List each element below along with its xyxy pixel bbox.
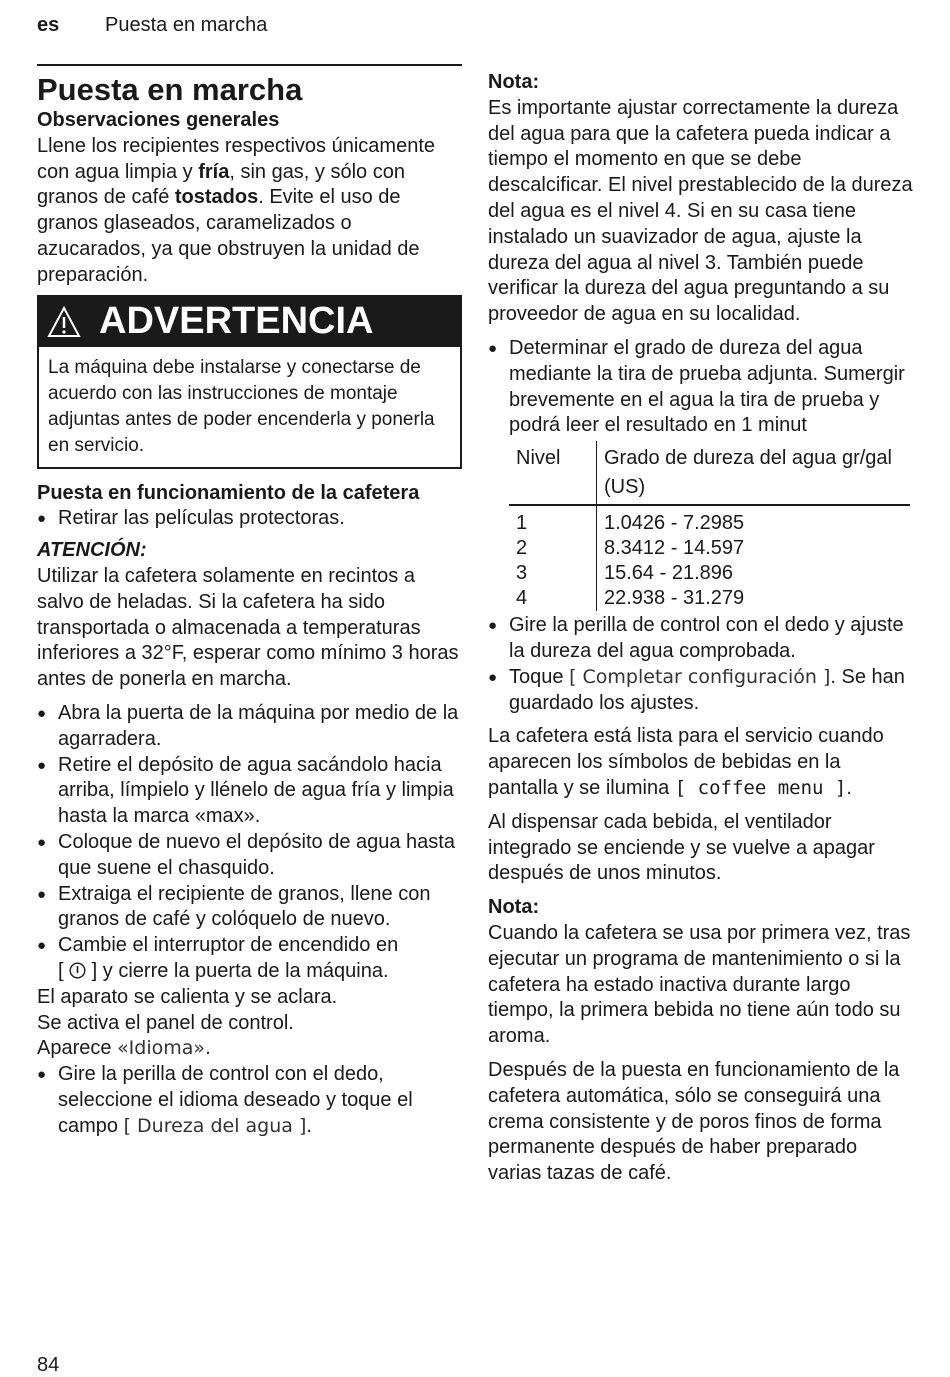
setup-list [37, 506, 462, 532]
warning-header [39, 297, 460, 347]
setup-heading: Puesta en funcionamiento de la cafetera [37, 481, 420, 504]
attention-label: ATENCIÓN: [37, 539, 147, 562]
list-item: ● Toque [ Completar configuración ]. Se han guardado los ajustes. [488, 665, 916, 717]
running-header [37, 14, 268, 37]
result-line-2: Se activa el panel de control. [37, 1011, 294, 1034]
list-item: ● Coloque de nuevo el depósito de agua hasta que suene el chasquido. [37, 830, 462, 882]
table-row: 3 15.64 - 21.896 [509, 561, 910, 586]
result-line-1: El aparato se calienta y se aclara. [37, 985, 338, 1008]
note-label-2: Nota: [488, 896, 540, 919]
table-header-row [509, 441, 910, 505]
list-item: ● Retire el depósito de agua sacándolo hacia arriba, límpielo y llénelo de agua fría y limpia hasta la marca «max». [37, 753, 462, 830]
note-text: Es importante ajustar correctamente la dureza del agua para que la cafetera pueda indicar a tiempo el momento en que se debe descalcificar. El nivel prestablecido de la dureza del agua es el nivel 4. Si en su casa tiene instalado un suavizador de agua, ajuste la dureza del agua al nivel 3. También puede verificar la dureza del agua preguntando a su proveedor de agua en su localidad. [488, 96, 913, 326]
result-line-3: Aparece «Idioma». [37, 1037, 212, 1060]
list-item: ● Cambie el interruptor de encendido en [ ] y cierre la puerta de la máquina. [37, 933, 462, 985]
table-header-level: Nivel [509, 441, 597, 505]
note-text-2: Cuando la cafetera se usa por primera vez, tras ejecutar un programa de mantenimiento o si la cafetera ha estado inactiva durante largo tiempo, la primera bebida no tiene aún todo su aroma. [488, 921, 911, 1048]
hardness-table [509, 441, 910, 611]
ready-text: La cafetera está lista para el servicio cuando aparecen los símbolos de bebidas en la pantalla y se ilumina [ coffee menu ]. [488, 725, 884, 799]
general-observations-heading: Observaciones generales [37, 109, 280, 131]
list-item: ● Determinar el grado de dureza del agua mediante la tira de prueba adjunta. Sumergir brevemente en el agua la tira de prueba y podrá leer el resultado en 1 minut [488, 336, 916, 439]
display-field-hardness: [ Dureza del agua ] [123, 1114, 307, 1137]
list-item: ● Abra la puerta de la máquina por medio de la agarradera. [37, 701, 462, 753]
table-row: 2 8.3412 - 14.597 [509, 536, 910, 561]
after-setup-text: Después de la puesta en funcionamiento de la cafetera automática, sólo se conseguirá una crema consistente y de poros finos de forma permanente después de haber preparado varias tazas de café. [488, 1058, 900, 1185]
running-header-section: Puesta en marcha [105, 14, 268, 36]
adjust-list [488, 613, 916, 716]
note-label: Nota: [488, 71, 540, 93]
page-title: Puesta en marcha [37, 72, 303, 107]
list-item: ● Retirar las películas protectoras. [37, 506, 462, 532]
steps-list [37, 701, 462, 985]
table-row: 1 1.0426 - 7.2985 [509, 505, 910, 536]
list-item: ● Extraiga el recipiente de granos, llene con granos de café y colóquelo de nuevo. [37, 882, 462, 934]
general-observations-text: Llene los recipientes respectivos únicamente con agua limpia y fría, sin gas, y sólo con granos de café tostados. Evite el uso de granos glaseados, caramelizados o azucarados, ya que obstruyen la unidad de preparación. [37, 134, 435, 286]
display-text-language: «Idioma». [117, 1037, 212, 1060]
language-code: es [37, 14, 60, 36]
warning-text: La máquina debe instalarse y conectarse de acuerdo con las instrucciones de montaje adjuntas antes de poder encenderla y ponerla en servicio. [48, 356, 435, 456]
power-icon [69, 962, 86, 979]
language-list [37, 1062, 462, 1139]
attention-text: Utilizar la cafetera solamente en recintos a salvo de heladas. Si la cafetera ha sido transportada o almacenada a temperaturas inferiores a 32°F, esperar como mínimo 3 horas antes de ponerla en marcha. [37, 564, 459, 691]
warning-title: ADVERTENCIA [99, 300, 374, 343]
display-field-complete-setup: [ Completar configuración ] [569, 665, 831, 688]
list-item: ● Gire la perilla de control con el dedo y ajuste la dureza del agua comprobada. [488, 613, 916, 665]
fan-text: Al dispensar cada bebida, el ventilador integrado se enciende y se vuelve a apagar después de unos minutos. [488, 810, 875, 885]
determine-list [488, 336, 916, 439]
list-item: ● Gire la perilla de control con el dedo, seleccione el idioma deseado y toque el campo [ Dureza del agua ]. [37, 1062, 462, 1139]
warning-triangle-icon [47, 306, 81, 338]
display-field-coffee-menu: [ coffee menu ] [674, 776, 847, 799]
table-row: 4 22.938 - 31.279 [509, 586, 910, 611]
warning-box [37, 295, 462, 469]
page-number: 84 [37, 1354, 60, 1376]
right-column [488, 70, 916, 1187]
left-column [37, 64, 462, 1140]
table-header-hardness: Grado de dureza del agua gr/gal (US) [604, 447, 892, 499]
